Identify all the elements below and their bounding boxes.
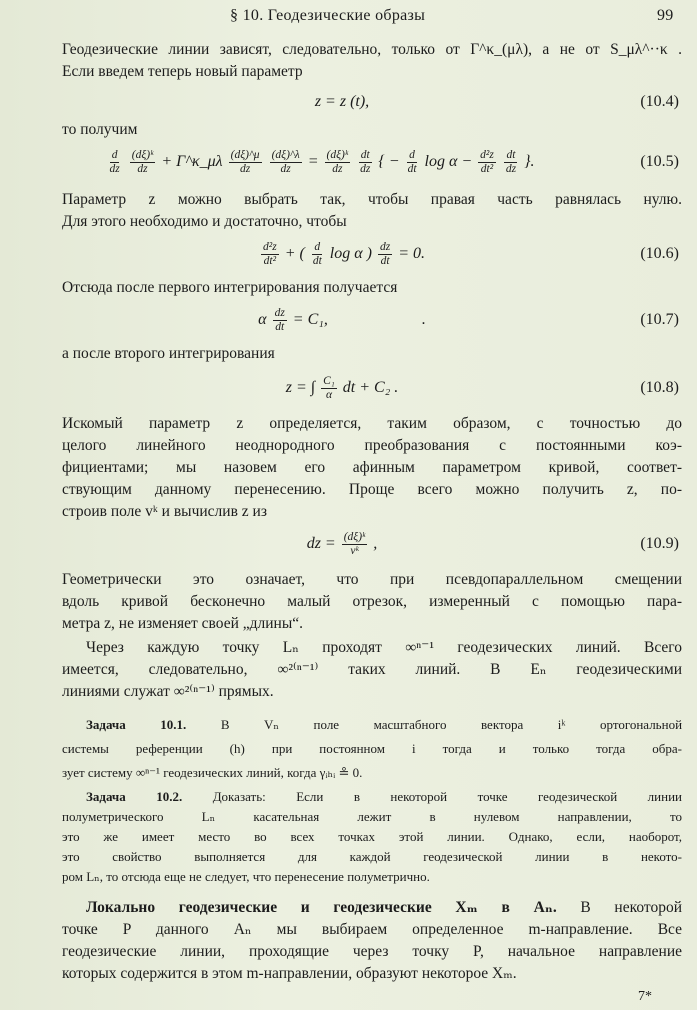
numerator: (dξ)^μ (230, 148, 260, 161)
fraction (261, 241, 279, 268)
numerator: d (409, 148, 415, 161)
equation-10-6 (62, 238, 622, 270)
term: = C₁, (292, 311, 328, 328)
fraction (478, 149, 496, 176)
numerator: dt (360, 148, 370, 161)
denominator: dz (505, 162, 517, 175)
text-line: Для этого необходимо и достаточно, чтобы (62, 213, 347, 230)
stray-dot: . (421, 311, 426, 328)
denominator: dt (380, 254, 390, 267)
fraction (311, 241, 324, 268)
numerator: dz (274, 306, 285, 319)
denominator: dt² (480, 162, 494, 175)
problem-10-2-line: полуметрического Lₙ касательная лежит в нулевом направлении, то (62, 809, 682, 824)
equation-number: (10.8) (640, 379, 679, 396)
problem-label: Задача 10.2. (86, 789, 183, 804)
equation-10-4: z = z (t), (314, 93, 370, 110)
equation-number: (10.7) (640, 311, 679, 328)
term: , (373, 535, 378, 552)
term: log α − (424, 153, 473, 170)
denominator: dt² (263, 254, 277, 267)
text-line: геодезические линии, проходящие через точку P, начальное направление (62, 943, 682, 960)
text-line: Отсюда после первого интегрирования получается (62, 279, 398, 296)
numerator: (dξ)ᵏ (131, 148, 154, 161)
text-line: Если введем теперь новый параметр (62, 63, 303, 80)
denominator: α (325, 388, 332, 401)
numerator: (dξ)ᵏ (343, 530, 366, 543)
fraction (108, 149, 122, 176)
fraction (270, 149, 302, 176)
problem-10-2-line: это свойство выполняется для каждой геодезической линии в некото- (62, 849, 682, 864)
term: = 0. (398, 245, 425, 262)
denominator: dz (239, 162, 251, 175)
numerator: dt (506, 148, 516, 161)
text-line: линиями служат ∞²⁽ⁿ⁻¹⁾ прямых. (62, 683, 274, 700)
equation-10-9 (62, 528, 622, 560)
text-span: В некоторой (580, 899, 683, 916)
problem-10-2-line (86, 788, 682, 806)
text-line: Искомый параметр z определяется, таким образом, с точностью до (62, 415, 682, 432)
text-line: которых содержится в этом m-направлении, образуют некоторое Xₘ. (62, 965, 517, 982)
text-line: строив поле vᵏ и вычислив z из (62, 503, 267, 520)
denominator: dt (275, 320, 285, 333)
text-line: метра z, не изменяет своей „длины“. (62, 615, 304, 632)
term: { − (378, 153, 400, 170)
text-line: целого линейного неоднородного преобразования с постоянными коэ- (62, 437, 682, 454)
text-line: ствующим данному перенесению. Проще всего можно получить z, по- (62, 481, 682, 498)
term: dt + C₂ . (342, 379, 399, 396)
problem-text: Доказать: Если в некоторой точке геодезической линии (212, 789, 683, 804)
problem-label: Задача 10.1. (86, 717, 187, 732)
denominator: dz (280, 162, 291, 175)
denominator: vᵏ (350, 544, 359, 557)
fraction (342, 531, 368, 558)
text-line: а после второго интегрирования (62, 345, 275, 362)
fraction (406, 149, 419, 176)
running-header: § 10. Геодезические образы (230, 7, 426, 24)
term: α (258, 311, 267, 328)
text-line: Параметр z можно выбрать так, чтобы правая часть равнялась нулю. (62, 191, 682, 208)
text-line: то получим (62, 121, 138, 138)
fraction (273, 307, 287, 334)
term: + ( (284, 245, 305, 262)
text-line: Геодезические линии зависят, следовательно, только от Γ^κ_(μλ), а не от S_μλ^··κ . (62, 41, 682, 58)
problem-text: В Vₙ поле масштабного вектора iᵏ ортогональной (220, 717, 683, 732)
text-line: Геометрически это означает, что при псевдопараллельном смещении (62, 571, 682, 588)
term: log α ) (329, 245, 372, 262)
problem-10-2-line: ром Lₙ, то отсюда еще не следует, что перенесение полуметрично. (62, 869, 430, 884)
term: z = ∫ (285, 379, 316, 396)
equation-number: (10.9) (640, 535, 679, 552)
fraction (358, 149, 372, 176)
equation-number: (10.4) (640, 93, 679, 110)
numerator: C₁ (323, 374, 335, 387)
fraction (321, 375, 337, 402)
numerator: dz (379, 240, 391, 253)
text-line: имеется, следовательно, ∞²⁽ⁿ⁻¹⁾ таких линий. В Eₙ геодезическими (62, 661, 682, 678)
equation-number: (10.5) (640, 153, 679, 170)
problem-10-1-line: зует систему ∞ⁿ⁻¹ геодезических линий, когда γᵢₕᵢ ≗ 0. (62, 765, 363, 780)
page-number: 99 (657, 7, 674, 24)
term: dz = (306, 535, 336, 552)
text-line: Через каждую точку Lₙ проходят ∞ⁿ⁻¹ геодезических линий. Всего (86, 639, 682, 656)
numerator: d (314, 240, 321, 253)
section-heading-line (86, 898, 682, 918)
signature-mark: 7* (638, 989, 652, 1004)
denominator: dt (407, 162, 417, 175)
equation-number: (10.6) (640, 245, 679, 262)
text-line: вдоль кривой бесконечно малый отрезок, измеренный с помощью пара- (62, 593, 682, 610)
numerator: d (111, 148, 118, 161)
denominator: dz (137, 162, 148, 175)
equation-10-5 (40, 146, 600, 178)
section-heading: Локально геодезические и геодезические Xₘ в Aₙ. (86, 899, 557, 916)
fraction (130, 149, 156, 176)
equation-10-7 (62, 304, 622, 336)
fraction (325, 149, 351, 176)
problem-10-2-line: это же имеет место во всех точках этой линии. Однако, если, наоборот, (62, 829, 682, 844)
problem-10-1-line (86, 716, 682, 734)
term: }. (524, 153, 535, 170)
numerator: (dξ)^λ (271, 148, 300, 161)
term: + Γ^κ_μλ (161, 153, 223, 170)
term: = (307, 153, 319, 170)
denominator: dt (312, 254, 322, 267)
fraction (229, 149, 262, 176)
fraction (378, 241, 392, 268)
equation-10-8 (62, 372, 622, 404)
fraction (504, 149, 518, 176)
text-line: точке P данного Aₙ мы выбираем определенное m-направление. Все (62, 921, 682, 938)
numerator: (dξ)ᵏ (326, 148, 349, 161)
numerator: d²z (480, 148, 494, 161)
denominator: dz (360, 162, 371, 175)
numerator: d²z (263, 240, 277, 253)
problem-10-1-line: системы референции (h) при постоянном i тогда и только тогда обра- (62, 741, 682, 756)
denominator: dz (332, 162, 343, 175)
denominator: dz (109, 162, 120, 175)
text-line: фициентами; мы назовем его афинным параметром кривой, соответ- (62, 459, 682, 476)
